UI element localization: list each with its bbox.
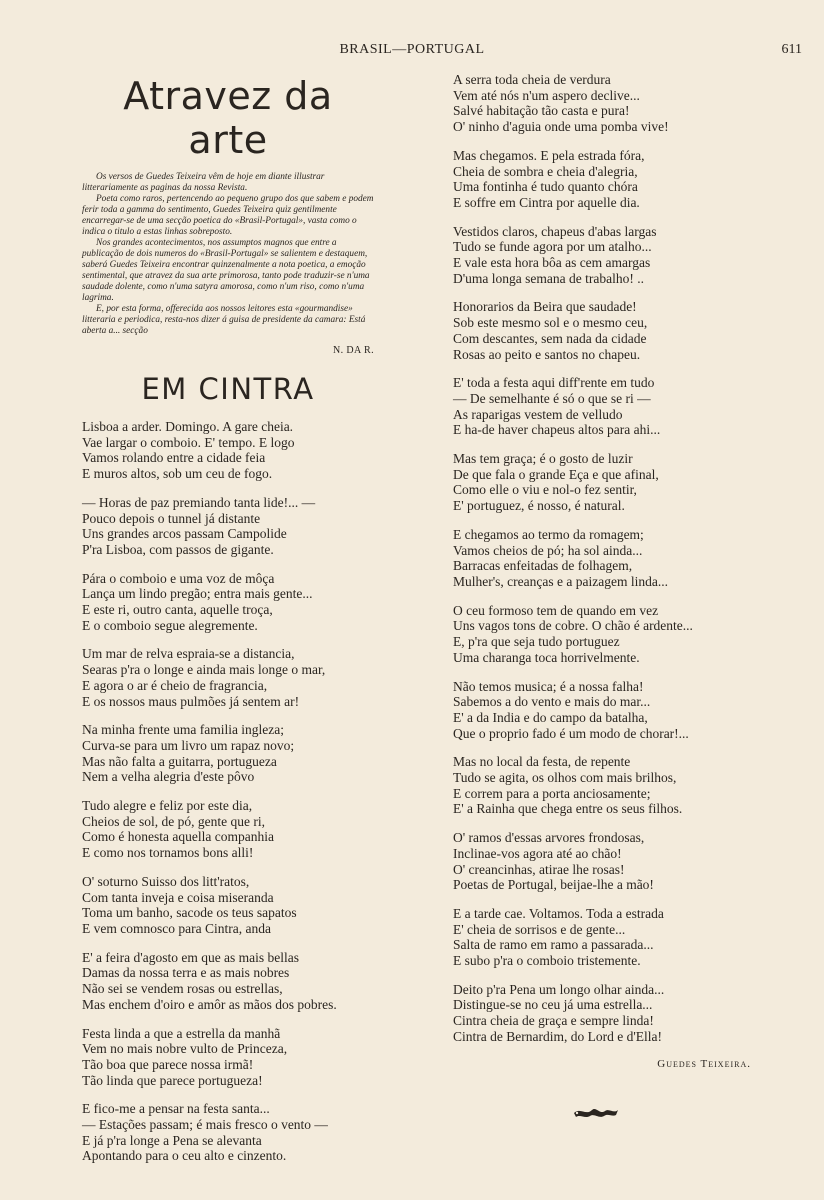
poem-line: Salvé habitação tão casta e pura! — [453, 103, 630, 119]
poem-line: Vamos rolando entre a cidade feia — [82, 450, 266, 466]
poem-line: Mas no local da festa, de repente — [453, 754, 631, 770]
poem-stanza — [82, 798, 374, 861]
poem-line: Um mar de relva espraia-se a distancia, — [82, 646, 295, 662]
poem-stanza — [453, 754, 753, 817]
poem-line: Deito p'ra Pena um longo olhar ainda... — [453, 981, 665, 997]
page-number: 611 — [781, 42, 802, 57]
poem-line: O' creancinhas, atirae lhe rosas! — [453, 861, 625, 877]
poem-line: E' cheia de sorrisos e de gente... — [453, 921, 626, 937]
poem-line: De que fala o grande Eça e que afinal, — [453, 466, 659, 482]
poem-line: Vem até nós n'um aspero declive... — [453, 87, 640, 103]
intro-paragraph: Poeta como raros, pertencendo ao pequeno grupo dos que sabem e podem ferir toda a gamma do sentimento, Guedes Teixeira quiz gentilmente encarregar-se de uma secção poetica do «Brasil-Portugal», vasta como o indica o titulo a estas linhas sobreposto. — [82, 194, 374, 237]
poem-line: Sabemos a do vento e mais do mar... — [453, 694, 651, 710]
poem-line: Damas da nossa terra e as mais nobres — [82, 965, 290, 981]
poem-line: Mulher's, creanças e a paizagem linda... — [453, 573, 668, 589]
poem-line: E como nos tornamos bons alli! — [82, 845, 254, 861]
poem-line: Curva-se para um livro um rapaz novo; — [82, 737, 295, 753]
poem-line: Inclinae-vos agora até ao chão! — [453, 845, 622, 861]
poem-line: P'ra Lisboa, com passos de gigante. — [82, 541, 274, 557]
poem-line: Mas chegamos. E pela estrada fóra, — [453, 147, 645, 163]
poem-stanza — [82, 419, 374, 482]
poem-line: E a tarde cae. Voltamos. Toda a estrada — [453, 905, 664, 921]
poem-line: Uns vagos tons de cobre. O chão é ardente... — [453, 618, 693, 634]
poem-line: E soffre em Cintra por aquelle dia. — [453, 194, 640, 210]
poem-line: Tudo se agita, os olhos com mais brilhos, — [453, 770, 677, 786]
poem-author: Guedes Teixeira. — [657, 1057, 751, 1070]
poem-line: Cheia de sombra e cheia d'alegria, — [453, 163, 638, 179]
poem-line: E ha-de haver chapeus altos para ahi... — [453, 422, 661, 438]
poem-line: Com tanta inveja e coisa miseranda — [82, 889, 274, 905]
poem-line: Mas enchem d'oiro e amôr as mãos dos pobres. — [82, 996, 337, 1012]
poem-line: Poetas de Portugal, beijae-lhe a mão! — [453, 877, 654, 893]
poem-stanza — [453, 982, 753, 1045]
right-column — [453, 72, 753, 1070]
poem-line: E' a da India e do campo da batalha, — [453, 709, 648, 725]
poem-line: Tudo se funde agora por um atalho... — [453, 239, 652, 255]
poem-line: E' toda a festa aqui diff'rente em tudo — [453, 375, 655, 391]
poem-line: — De semelhante é só o que se ri — — [453, 390, 651, 406]
poem-line: Cintra de Bernardim, do Lord e d'Ella! — [453, 1028, 662, 1044]
poem-line: Não temos musica; é a nossa falha! — [453, 678, 644, 694]
intro-paragraph: Nos grandes acontecimentos, nos assumptos magnos que entre a publicação de dois numeros do «Brasil-Portugal» se salientem e destaquem, saberá Guedes Teixeira encontrar quinzenalmente a nota poetica, a emoção sentimental, que atravez da sua arte primorosa, tanto pode traduzir-se n'uma saudade dolente, como n'uma satyra amorosa, como n'um riso, como n'uma lagrima. — [82, 238, 370, 303]
poem-line: — Horas de paz premiando tanta lide!... — — [82, 494, 316, 510]
poem-stanza — [82, 1101, 374, 1164]
poem-line: Vamos cheios de pó; ha sol ainda... — [453, 542, 643, 558]
poem-line: E' portuguez, é nosso, é natural. — [453, 498, 625, 514]
poem-line: E agora o ar é cheio de fragrancia, — [82, 677, 268, 693]
poem-line: E muros altos, sob um ceu de fogo. — [82, 466, 273, 482]
poem-line: E' a Rainha que chega entre os seus filhos. — [453, 801, 683, 817]
intro-paragraph: Os versos de Guedes Teixeira vêm de hoje em diante illustrar litterariamente as paginas da nossa Revista. — [82, 172, 325, 193]
poem-line: Vestidos claros, chapeus d'abas largas — [453, 223, 657, 239]
poem-line: Lisboa a arder. Domingo. A gare cheia. — [82, 419, 294, 434]
poem-line: Pouco depois o tunnel já distante — [82, 510, 261, 526]
poem-line: Mas não falta a guitarra, portugueza — [82, 753, 277, 769]
poem-line: As raparigas vestem de velludo — [453, 406, 623, 422]
poem-line: Honorarios da Beira que saudade! — [453, 299, 637, 315]
poem-stanzas-right — [453, 72, 753, 1045]
poem-stanza — [453, 603, 753, 666]
poem-line: E correm para a porta anciosamente; — [453, 785, 651, 801]
editor-signature: N. DA R. — [333, 345, 374, 356]
poem-line: E este ri, outro canta, aquelle troça, — [82, 602, 273, 618]
poem-stanza — [82, 722, 374, 785]
poem-line: Que o proprio fado é um modo de chorar!... — [453, 725, 689, 741]
poem-line: Como elle o viu e nol-o fez sentir, — [453, 482, 637, 498]
poem-line: Com descantes, sem nada da cidade — [453, 330, 647, 346]
poem-stanza — [82, 1026, 374, 1089]
poem-line: Cheios de sol, de pó, gente que ri, — [82, 813, 265, 829]
poem-line: D'uma longa semana de trabalho! .. — [453, 270, 644, 286]
poem-stanza — [453, 679, 753, 742]
poem-line: Uma fontinha é tudo quanto chóra — [453, 179, 638, 195]
poem-title: EM CINTRA — [141, 372, 315, 406]
poem-line: Searas p'ra o longe e ainda mais longe o mar, — [82, 662, 326, 678]
poem-line: Tudo alegre e feliz por este dia, — [82, 798, 253, 814]
left-column — [82, 72, 374, 1177]
poem-line: Distingue-se no ceu já uma estrella... — [453, 997, 653, 1013]
poem-line: Uns grandes arcos passam Campolide — [82, 526, 287, 542]
poem-line: O' ninho d'aguia onde uma pomba vive! — [453, 119, 669, 135]
poem-line: — Estações passam; é mais fresco o vento — — [82, 1117, 328, 1133]
poem-line: O' soturno Suisso dos litt'ratos, — [82, 873, 250, 889]
intro-text — [82, 172, 374, 337]
poem-stanza — [453, 148, 753, 211]
poem-line: E os nossos maus pulmões já sentem ar! — [82, 693, 300, 709]
poem-line: Rosas ao peito e santos no chapeu. — [453, 346, 641, 362]
poem-stanza — [453, 375, 753, 438]
poem-stanza — [82, 950, 374, 1013]
poem-line: Salta de ramo em ramo a passarada... — [453, 937, 654, 953]
poem-stanza — [453, 906, 753, 969]
poem-line: E o comboio segue alegremente. — [82, 617, 258, 633]
poem-line: E já p'ra longe a Pena se alevanta — [82, 1132, 262, 1148]
poem-line: Lança um lindo pregão; entra mais gente... — [82, 586, 313, 602]
poem-line: O ceu formoso tem de quando em vez — [453, 602, 659, 618]
poem-line: E' a feira d'agosto em que as mais bellas — [82, 949, 300, 965]
poem-line: Na minha frente uma familia ingleza; — [82, 722, 285, 738]
poem-stanza — [82, 495, 374, 558]
poem-line: Toma um banho, sacode os teus sapatos — [82, 905, 297, 921]
poem-stanza — [82, 571, 374, 634]
dragon-ornament-icon — [572, 1104, 620, 1120]
poem-line: E subo p'ra o comboio tristemente. — [453, 953, 641, 969]
poem-stanza — [453, 224, 753, 287]
intro-paragraph: E, por esta forma, offerecida aos nossos leitores esta «gourmandise» litteraria e periodica, resta-nos dizer á guisa de presidente da camara: Está aberta a... secção — [82, 304, 366, 336]
poem-stanza — [453, 451, 753, 514]
poem-stanzas-left — [82, 419, 374, 1164]
poem-line: Vae largar o comboio. E' tempo. E logo — [82, 434, 295, 450]
section-title: Atravez da arte — [123, 74, 333, 162]
poem-stanza — [82, 874, 374, 937]
poem-line: Não sei se vendem rosas ou estrellas, — [82, 981, 283, 997]
poem-line: E, p'ra que seja tudo portuguez — [453, 634, 620, 650]
poem-stanza — [453, 299, 753, 362]
poem-line: Tão linda que parece portugueza! — [82, 1072, 263, 1088]
poem-line: Tão boa que parece nossa irmã! — [82, 1056, 254, 1072]
poem-line: E chegamos ao termo da romagem; — [453, 526, 644, 542]
poem-line: Apontando para o ceu alto e cinzento. — [82, 1148, 287, 1164]
poem-line: Mas tem graça; é o gosto de luzir — [453, 451, 633, 467]
poem-stanza — [453, 72, 753, 135]
poem-line: A serra toda cheia de verdura — [453, 72, 611, 87]
poem-stanza — [82, 646, 374, 709]
poem-line: Sob este mesmo sol e o mesmo ceu, — [453, 315, 648, 331]
poem-line: E vem comnosco para Cintra, anda — [82, 920, 271, 936]
poem-line: Nem a velha alegria d'este pôvo — [82, 769, 255, 785]
poem-line: Cintra cheia de graça e sempre linda! — [453, 1013, 654, 1029]
poem-stanza — [453, 527, 753, 590]
poem-line: Vem no mais nobre vulto de Princeza, — [82, 1041, 288, 1057]
poem-line: Uma charanga toca horrivelmente. — [453, 649, 640, 665]
poem-line: Pára o comboio e uma voz de môça — [82, 570, 275, 586]
poem-stanza — [453, 830, 753, 893]
running-head: BRASIL—PORTUGAL — [339, 42, 485, 57]
poem-line: Festa linda a que a estrella da manhã — [82, 1025, 281, 1041]
poem-line: O' ramos d'essas arvores frondosas, — [453, 830, 645, 846]
poem-line: Como é honesta aquella companhia — [82, 829, 274, 845]
poem-line: E vale esta hora bôa as cem amargas — [453, 255, 651, 271]
poem-line: Barracas enfeitadas de folhagem, — [453, 558, 633, 574]
poem-line: E fico-me a pensar na festa santa... — [82, 1101, 270, 1117]
